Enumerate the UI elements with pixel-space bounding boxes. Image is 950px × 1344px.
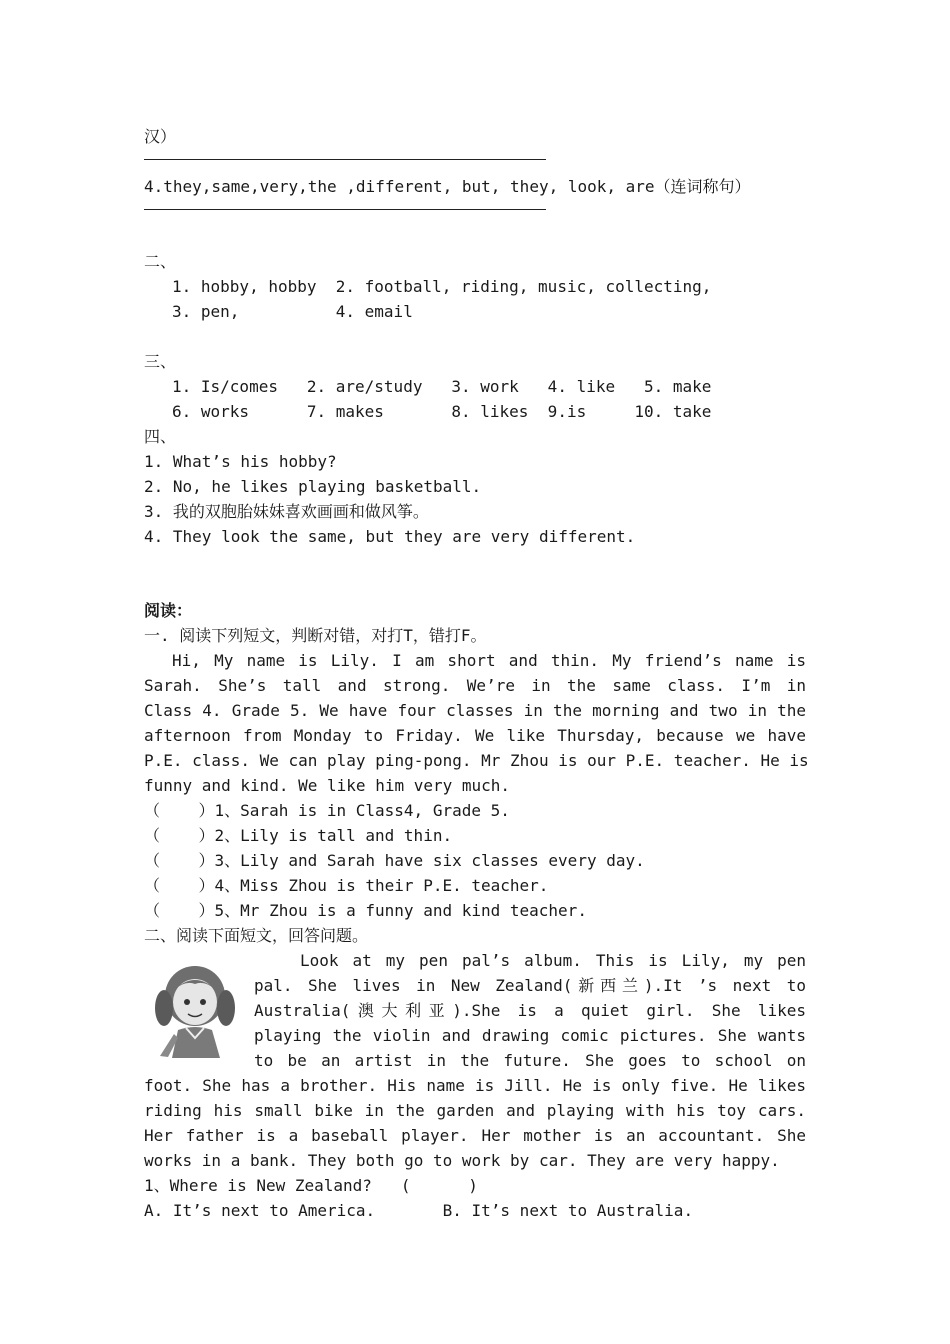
- section-2-heading: 二、: [144, 252, 177, 271]
- passage-2-line: Her father is a baseball player. Her mother is an accountant. She: [144, 1126, 806, 1145]
- section-2-row-1: 1. hobby, hobby 2. football, riding, music, collecting,: [172, 277, 712, 296]
- section-3-row-1: 1. Is/comes 2. are/study 3. work 4. like 5. make: [172, 377, 712, 396]
- passage-1-line: Class 4. Grade 5. We have four classes in the morning and two in the: [144, 701, 806, 720]
- passage-2-line: foot. She has a brother. His name is Jill. He is only five. He likes: [144, 1076, 806, 1095]
- part-2-instruction: 二、阅读下面短文，回答问题。: [144, 926, 369, 945]
- section-4-item: 1. What’s his hobby?: [144, 452, 337, 471]
- true-false-question: （ ）2、Lily is tall and thin.: [144, 826, 453, 845]
- true-false-question: （ ）4、Miss Zhou is their P.E. teacher.: [144, 876, 549, 895]
- passage-2-line: works in a bank. They both go to work by car. They are very happy.: [144, 1151, 780, 1170]
- top-line-tail: 汉）: [144, 127, 177, 146]
- part-2-question-1: 1、Where is New Zealand? ( ): [144, 1176, 478, 1195]
- passage-1-line: funny and kind. We like him very much.: [144, 776, 511, 795]
- part-1-instruction: 一. 阅读下列短文，判断对错，对打T，错打F。: [144, 626, 487, 645]
- section-4-item: 4. They look the same, but they are very different.: [144, 527, 636, 546]
- section-2-row-2: 3. pen, 4. email: [172, 302, 413, 321]
- passage-2-line: pal. She lives in New Zealand(新西兰).It ’s next to: [254, 976, 806, 995]
- section-3-heading: 三、: [144, 352, 177, 371]
- passage-2-line: Look at my pen pal’s album. This is Lily, my pen: [300, 951, 806, 970]
- passage-1-line: afternoon from Monday to Friday. We like Thursday, because we have: [144, 726, 806, 745]
- reading-title: 阅读：: [144, 601, 193, 620]
- section-4-heading: 四、: [144, 427, 177, 446]
- true-false-question: （ ）1、Sarah is in Class4, Grade 5.: [144, 801, 510, 820]
- passage-2-line: Australia(澳大利亚).She is a quiet girl. She likes: [254, 1001, 806, 1020]
- passage-1-line: Hi, My name is Lily. I am short and thin. My friend’s name is: [172, 651, 806, 670]
- section-3-row-2: 6. works 7. makes 8. likes 9.is 10. take: [172, 402, 712, 421]
- passage-1-line: P.E. class. We can play ping-pong. Mr Zhou is our P.E. teacher. He is: [144, 751, 809, 770]
- answer-rule: [144, 159, 546, 160]
- girl-illustration: [150, 958, 240, 1058]
- section-4-item: 2. No, he likes playing basketball.: [144, 477, 482, 496]
- passage-1-line: Sarah. She’s tall and strong. We’re in the same class. I’m in: [144, 676, 806, 695]
- question-4: 4.they,same,very,the ,different, but, they, look, are（连词称句）: [144, 177, 751, 196]
- section-4-item: 3. 我的双胞胎妹妹喜欢画画和做风筝。: [144, 502, 429, 521]
- part-2-question-1-options: A. It’s next to America. B. It’s next to Australia.: [144, 1201, 694, 1220]
- passage-2-line: riding his small bike in the garden and playing with his toy cars.: [144, 1101, 806, 1120]
- passage-2-line: playing the violin and drawing comic pictures. She wants: [254, 1026, 806, 1045]
- true-false-question: （ ）3、Lily and Sarah have six classes every day.: [144, 851, 645, 870]
- true-false-question: （ ）5、Mr Zhou is a funny and kind teacher.: [144, 901, 587, 920]
- answer-rule: [144, 209, 546, 210]
- passage-2-line: to be an artist in the future. She goes to school on: [254, 1051, 806, 1070]
